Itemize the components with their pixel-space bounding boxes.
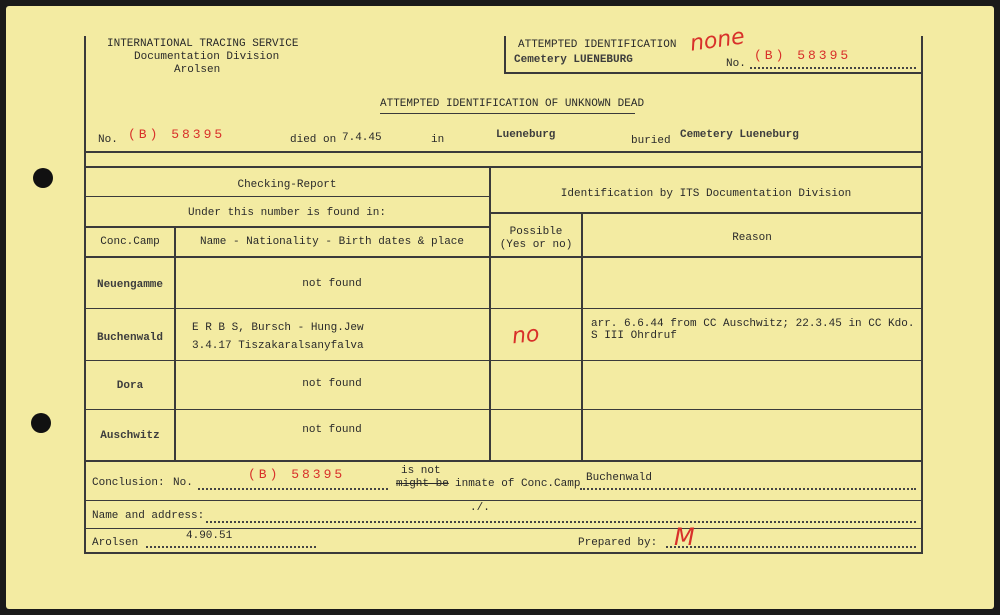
row-line-2 — [84, 360, 923, 361]
row-name-auschwitz: not found — [302, 424, 362, 436]
conclusion-inmate-text: inmate of Conc.Camp — [455, 478, 581, 490]
attempted-label: ATTEMPTED IDENTIFICATION — [518, 39, 677, 51]
table-top-line — [84, 166, 923, 168]
frame-right — [921, 36, 923, 554]
document-card — [6, 6, 994, 609]
org-division: Documentation Division — [134, 51, 280, 63]
row-camp-neuengamme: Neuengamme — [96, 279, 163, 291]
record-no-label: No. — [98, 134, 118, 146]
frame-left — [84, 36, 86, 554]
row-name-buchenwald-line1: E R B S, Bursch - Hung.Jew — [192, 322, 364, 334]
row-line-1 — [84, 308, 923, 309]
checking-report-line — [84, 196, 490, 197]
frame-bottom — [84, 552, 923, 554]
prepared-by-initials: M — [674, 523, 695, 551]
under-number-header: Under this number is found in: — [187, 207, 387, 219]
prepared-by-dots — [666, 546, 916, 548]
row-possible-buchenwald: no — [510, 321, 541, 350]
conclusion-is-not: is not — [401, 465, 441, 477]
table-bottom-line — [84, 460, 923, 462]
header-number-dots — [750, 67, 916, 69]
row-camp-dora: Dora — [116, 380, 144, 392]
name-address-bottom-line — [84, 528, 923, 529]
row-name-neuengamme: not found — [302, 278, 362, 290]
attempted-box-left — [504, 36, 506, 74]
name-address-dots — [206, 521, 916, 523]
buried-label: buried — [631, 135, 671, 147]
title-underline — [380, 113, 635, 114]
died-on-label: died on — [290, 134, 337, 146]
column-header-bottom-line — [84, 256, 923, 258]
conclusion-camp: Buchenwald — [586, 472, 653, 484]
punch-hole-bottom — [31, 413, 51, 433]
punch-hole-top — [33, 168, 53, 188]
col-header-name: Name - Nationality - Birth dates & place — [199, 236, 465, 248]
row-reason-buchenwald-line2: S III Ohrdruf — [591, 330, 677, 342]
footer-date-dots — [146, 546, 316, 548]
col-header-camp: Conc.Camp — [100, 236, 160, 248]
checking-report-header: Checking-Report — [237, 179, 337, 191]
column-header-top-line — [84, 226, 490, 228]
table-divider-main — [489, 166, 491, 460]
org-city: Arolsen — [174, 64, 221, 76]
conclusion-camp-dots — [580, 488, 916, 490]
row-camp-buchenwald: Buchenwald — [96, 332, 163, 344]
col-header-possible-2: (Yes or no) — [499, 239, 573, 251]
name-address-value: ./. — [470, 502, 490, 514]
row-line-3 — [84, 409, 923, 410]
org-name: INTERNATIONAL TRACING SERVICE — [107, 38, 299, 50]
record-number: (B) 58395 — [128, 127, 226, 142]
footer-arolsen-label: Arolsen — [92, 537, 139, 549]
conclusion-number-dots — [198, 488, 388, 490]
conclusion-label: Conclusion: — [92, 477, 165, 489]
conclusion-bottom-line — [84, 500, 923, 501]
ident-header-line — [490, 212, 923, 214]
name-address-label: Name and address: — [92, 510, 205, 522]
attempted-box-bottom — [504, 72, 923, 74]
conclusion-number: (B) 58395 — [248, 467, 346, 482]
col-divider-possible — [581, 212, 583, 460]
handwritten-none: none — [688, 24, 747, 57]
buried-place: Cemetery Lueneburg — [680, 129, 799, 141]
footer-date: 4.90.51 — [186, 530, 233, 542]
row-reason-buchenwald-line1: arr. 6.6.44 from CC Auschwitz; 22.3.45 in CC Kdo. — [591, 318, 915, 330]
col-header-reason: Reason — [732, 232, 772, 244]
cemetery-stamp: Cemetery LUENEBURG — [514, 54, 633, 66]
row-name-buchenwald-line2: 3.4.17 Tiszakaralsanyfalva — [192, 340, 364, 352]
conclusion-struck-text: might be — [396, 478, 449, 490]
header-no-label: No. — [726, 58, 746, 70]
conclusion-no-label: No. — [173, 477, 193, 489]
in-label: in — [431, 134, 445, 146]
death-place: Lueneburg — [496, 129, 556, 141]
record-bottom-line — [84, 151, 923, 153]
col-header-possible-1: Possible — [509, 226, 563, 238]
header-number: (B) 58395 — [754, 48, 852, 63]
document-title: ATTEMPTED IDENTIFICATION OF UNKNOWN DEAD — [380, 98, 645, 110]
died-on-date: 7.4.45 — [342, 132, 382, 144]
identification-header: Identification by ITS Documentation Division — [560, 188, 852, 200]
prepared-by-label: Prepared by: — [578, 537, 658, 549]
row-name-dora: not found — [302, 378, 362, 390]
row-camp-auschwitz: Auschwitz — [100, 430, 160, 442]
